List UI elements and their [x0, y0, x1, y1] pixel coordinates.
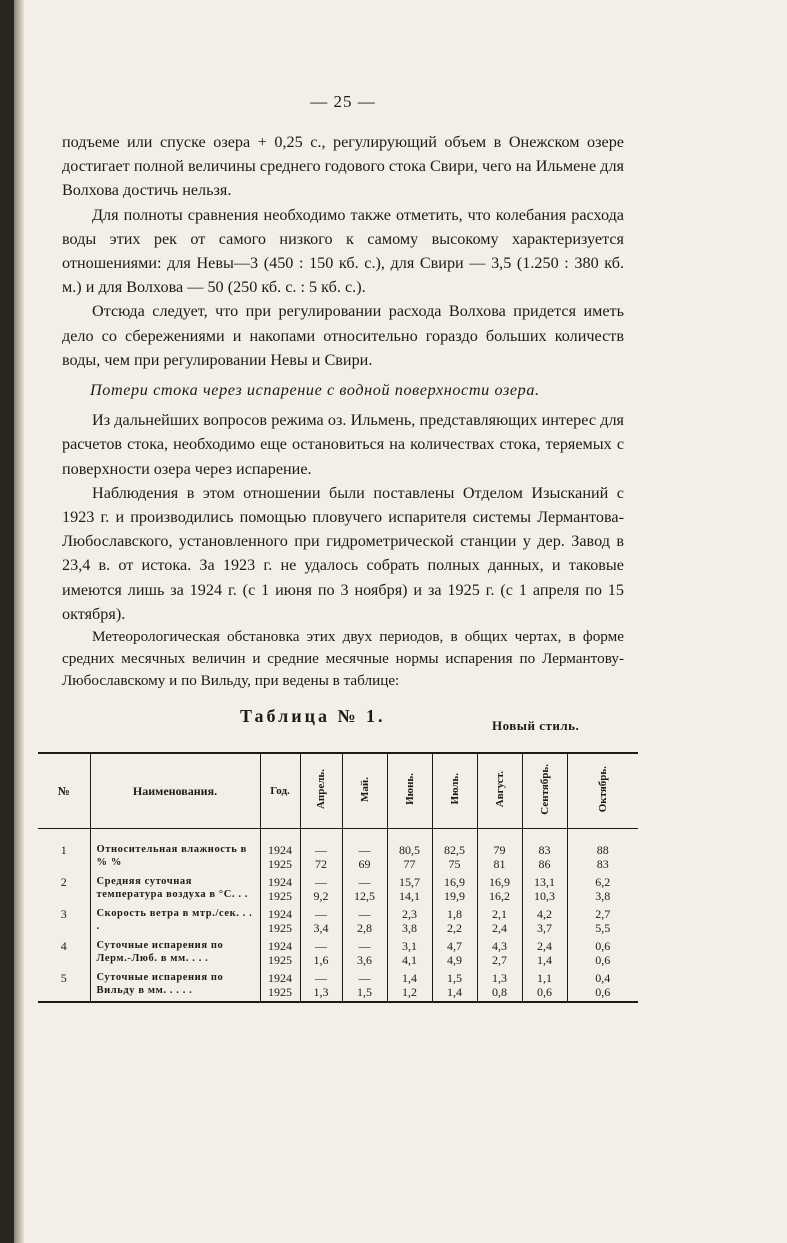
- month-cell: [432, 969, 477, 1002]
- col-august: Август.: [477, 753, 522, 829]
- cell-value: 1,8: [447, 907, 462, 921]
- month-cell: [567, 841, 638, 873]
- row-years: [260, 841, 300, 873]
- cell-value: 0,6: [537, 985, 552, 999]
- paragraph-5: Наблюдения в этом отношении были поставлены Отделом Изысканий с 1923 г. и производились помощью пловучего испарителя системы Лермантова-Любославского, установленного при гидрометрической станции у дер. Завод в 23,4 в. от истока. За 1923 г. не удалось собрать полных данных, и таковые имеются лишь за 1924 г. (с 1 июня по 3 ноября) и за 1925 г. (с 1 апреля по 15 октября).: [62, 483, 624, 623]
- month-cell: [387, 937, 432, 969]
- month-cell: [342, 841, 387, 873]
- cell-value: 10,3: [534, 889, 555, 903]
- year-value: 1924: [268, 875, 292, 889]
- cell-value: 0,6: [595, 939, 611, 953]
- month-cell: [432, 937, 477, 969]
- row-number: 3: [60, 907, 67, 921]
- cell-value: —: [358, 971, 371, 985]
- month-cell: [387, 905, 432, 937]
- year-value: 1925: [268, 953, 292, 967]
- table-style-note: Новый стиль.: [492, 718, 580, 734]
- cell-value: 3,1: [402, 939, 417, 953]
- row-years: [260, 873, 300, 905]
- col-july: Июль.: [432, 753, 477, 829]
- month-cell: [567, 905, 638, 937]
- month-cell: [522, 969, 567, 1002]
- row-number: 2: [60, 875, 67, 889]
- cell-value: 12,5: [354, 889, 375, 903]
- month-cell: [432, 905, 477, 937]
- cell-value: 69: [358, 857, 371, 871]
- cell-value: 81: [493, 857, 506, 871]
- cell-value: 1,1: [537, 971, 552, 985]
- month-cell: [567, 969, 638, 1002]
- year-value: 1925: [268, 921, 292, 935]
- month-cell: [432, 841, 477, 873]
- cell-value: —: [315, 907, 327, 921]
- month-cell: [567, 873, 638, 905]
- cell-value: 2,4: [492, 921, 507, 935]
- year-value: 1924: [268, 907, 292, 921]
- table-row: [38, 873, 638, 905]
- cell-value: 0,4: [595, 971, 611, 985]
- cell-value: 0,6: [595, 985, 611, 999]
- cell-value: 2,1: [492, 907, 507, 921]
- cell-value: 1,4: [447, 985, 462, 999]
- month-cell: [477, 873, 522, 905]
- cell-value: 4,9: [447, 953, 462, 967]
- year-value: 1924: [268, 971, 292, 985]
- row-label: Суточные испарения по Вильду в мм. . . . .: [90, 969, 260, 1002]
- cell-value: 4,2: [537, 907, 552, 921]
- page-gutter-shadow: [14, 0, 24, 1243]
- row-number: 1: [60, 843, 67, 857]
- evaporation-table: [38, 752, 638, 1003]
- col-may: Май.: [342, 753, 387, 829]
- table-row: [38, 841, 638, 873]
- cell-value: 16,9: [444, 875, 465, 889]
- row-number: 4: [60, 939, 67, 953]
- cell-value: 1,4: [537, 953, 552, 967]
- paragraph-6: Метеорологическая обстановка этих двух периодов, в общих чертах, в форме средних месячных величин и средние месячные нормы испарения по Лермантову-Любославскому и по Вильду, при ведены в таблице:: [62, 628, 624, 690]
- month-cell: [300, 841, 342, 873]
- month-cell: [342, 937, 387, 969]
- cell-value: 1,3: [492, 971, 507, 985]
- cell-value: 83: [538, 843, 551, 857]
- cell-value: —: [315, 971, 327, 985]
- month-cell: [477, 937, 522, 969]
- month-cell: [432, 873, 477, 905]
- cell-value: 16,2: [489, 889, 510, 903]
- cell-value: 0,6: [595, 953, 611, 967]
- cell-value: 4,3: [492, 939, 507, 953]
- cell-value: 3,8: [595, 889, 611, 903]
- cell-value: 77: [403, 857, 416, 871]
- cell-value: 0,8: [492, 985, 507, 999]
- month-cell: [477, 969, 522, 1002]
- paragraph-4: Из дальнейших вопросов режима оз. Ильмень, представляющих интерес для расчетов стока, необходимо еще остановиться на количествах стока, теряемых с поверхности озера через испарение.: [62, 411, 624, 478]
- cell-value: 15,7: [399, 875, 420, 889]
- cell-value: 2,4: [537, 939, 552, 953]
- month-cell: [522, 873, 567, 905]
- cell-value: 19,9: [444, 889, 465, 903]
- book-spine-edge: [0, 0, 14, 1243]
- year-value: 1925: [268, 857, 292, 871]
- cell-value: 1,4: [402, 971, 417, 985]
- cell-value: 1,5: [447, 971, 462, 985]
- cell-value: 75: [448, 857, 461, 871]
- month-cell: [477, 841, 522, 873]
- month-cell: [522, 937, 567, 969]
- cell-value: —: [315, 875, 327, 889]
- table-header-row: [38, 753, 638, 829]
- year-value: 1924: [268, 939, 292, 953]
- table-title: Таблица № 1.: [240, 706, 386, 727]
- paragraph-2: Для полноты сравнения необходимо также отметить, что колебания расхода воды этих рек от самого низкого к самому высокому характеризуется отношениями: для Невы—3 (450 : 150 кб. с.), для Свири — 3,5 (1.250 : 380 кб. м.) и для Волхова — 50 (250 кб. с. : 5 кб. с.).: [62, 205, 624, 297]
- page-body: [62, 92, 624, 740]
- cell-value: —: [358, 843, 371, 857]
- month-cell: [342, 873, 387, 905]
- month-cell: [300, 969, 342, 1002]
- cell-value: —: [358, 939, 371, 953]
- table-row: [38, 969, 638, 1002]
- cell-value: 88: [596, 843, 609, 857]
- cell-value: 3,8: [402, 921, 417, 935]
- year-value: 1925: [268, 985, 292, 999]
- cell-value: —: [315, 843, 327, 857]
- cell-value: 4,7: [447, 939, 462, 953]
- section-heading: Потери стока через испарение с водной поверхности озера.: [90, 381, 540, 400]
- row-years: [260, 905, 300, 937]
- cell-value: —: [358, 875, 371, 889]
- col-june: Июнь.: [387, 753, 432, 829]
- cell-value: 2,7: [595, 907, 611, 921]
- cell-value: 1,6: [313, 953, 329, 967]
- row-years: [260, 937, 300, 969]
- col-number: №: [38, 753, 90, 829]
- cell-value: 16,9: [489, 875, 510, 889]
- cell-value: 80,5: [399, 843, 420, 857]
- cell-value: 86: [538, 857, 551, 871]
- row-label: Средняя суточная температура воздуха в °С. . .: [90, 873, 260, 905]
- cell-value: 14,1: [399, 889, 420, 903]
- table-row: [38, 937, 638, 969]
- month-cell: [300, 873, 342, 905]
- month-cell: [477, 905, 522, 937]
- cell-value: 3,6: [357, 953, 372, 967]
- col-april: Апрель.: [300, 753, 342, 829]
- row-years: [260, 969, 300, 1002]
- year-value: 1924: [268, 843, 292, 857]
- cell-value: 72: [315, 857, 327, 871]
- paragraph-1: подъеме или спуске озера + 0,25 с., регулирующий объем в Онежском озере достигает полной величины среднего годового стока Свири, чего на Ильмене для Волхова достичь нельзя.: [62, 133, 624, 200]
- cell-value: 83: [596, 857, 609, 871]
- row-label: Относительная влажность в % %: [90, 841, 260, 873]
- page-number: — 25 —: [310, 92, 376, 111]
- cell-value: 1,5: [357, 985, 372, 999]
- month-cell: [342, 905, 387, 937]
- cell-value: 9,2: [313, 889, 329, 903]
- month-cell: [522, 841, 567, 873]
- month-cell: [342, 969, 387, 1002]
- cell-value: 1,3: [313, 985, 329, 999]
- table-caption: [62, 706, 624, 740]
- col-october: Октябрь.: [567, 753, 638, 829]
- cell-value: 4,1: [402, 953, 417, 967]
- cell-value: 2,7: [492, 953, 507, 967]
- cell-value: 3,7: [537, 921, 552, 935]
- month-cell: [387, 969, 432, 1002]
- cell-value: 2,8: [357, 921, 372, 935]
- table-row: [38, 905, 638, 937]
- cell-value: 5,5: [595, 921, 611, 935]
- cell-value: 3,4: [313, 921, 329, 935]
- month-cell: [300, 905, 342, 937]
- month-cell: [387, 873, 432, 905]
- row-number: 5: [60, 971, 67, 985]
- cell-value: —: [358, 907, 371, 921]
- year-value: 1925: [268, 889, 292, 903]
- month-cell: [387, 841, 432, 873]
- col-year: Год.: [260, 753, 300, 829]
- cell-value: 6,2: [595, 875, 611, 889]
- month-cell: [567, 937, 638, 969]
- cell-value: 79: [493, 843, 506, 857]
- paragraph-3: Отсюда следует, что при регулировании расхода Волхова придется иметь дело со сбережениями и накопами относительно гораздо больших количеств воды, чем при регулировании Невы и Свири.: [62, 302, 624, 369]
- cell-value: 1,2: [402, 985, 417, 999]
- col-name: Наименования.: [90, 753, 260, 829]
- month-cell: [300, 937, 342, 969]
- cell-value: —: [315, 939, 327, 953]
- cell-value: 13,1: [534, 875, 555, 889]
- cell-value: 82,5: [444, 843, 465, 857]
- row-label: Скорость ветра в мтр./сек. . . .: [90, 905, 260, 937]
- month-cell: [522, 905, 567, 937]
- col-september: Сентябрь.: [522, 753, 567, 829]
- cell-value: 2,3: [402, 907, 417, 921]
- row-label: Суточные испарения по Лерм.-Люб. в мм. . . .: [90, 937, 260, 969]
- cell-value: 2,2: [447, 921, 462, 935]
